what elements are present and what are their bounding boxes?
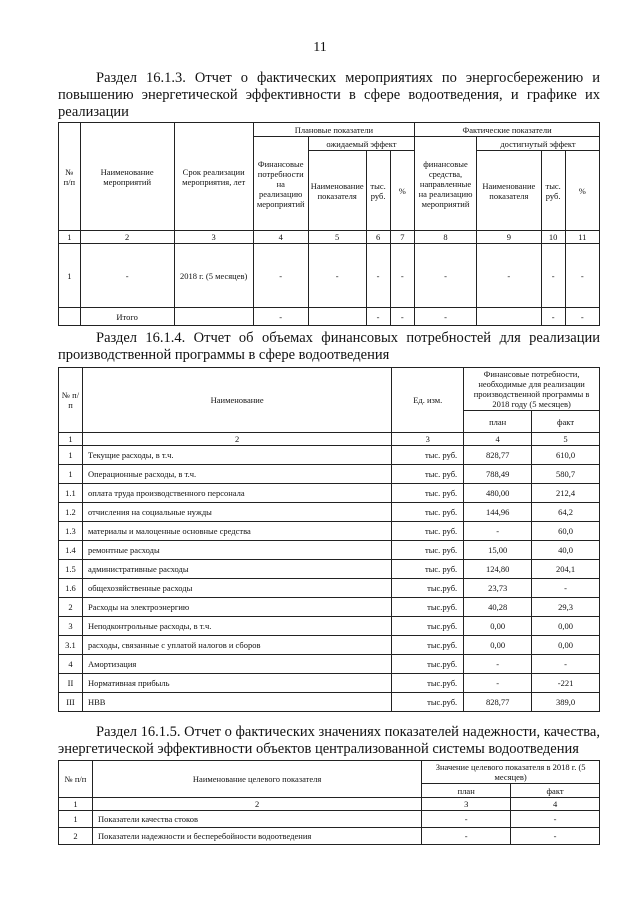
header-thous: тыс. руб. xyxy=(366,151,390,231)
column-numbers-row xyxy=(59,231,600,244)
cell: Расходы на электроэнергию xyxy=(82,598,391,617)
cell: Показатели надежности и бесперебойности водоотведения xyxy=(92,828,421,845)
cell: 29,3 xyxy=(532,598,600,617)
cell: тыс.руб. xyxy=(392,674,464,693)
cell: - xyxy=(390,244,415,308)
cell: 1.3 xyxy=(59,522,83,541)
table-row xyxy=(59,522,600,541)
col-num: 4 xyxy=(511,798,600,811)
table-row xyxy=(59,446,600,465)
header-achieved: достигнутый эффект xyxy=(476,137,599,151)
cell xyxy=(476,308,541,326)
col-num: 10 xyxy=(541,231,565,244)
cell: 124,80 xyxy=(464,560,532,579)
cell: тыс. руб. xyxy=(392,560,464,579)
table-row xyxy=(59,636,600,655)
col-num: 4 xyxy=(253,231,308,244)
column-numbers-row xyxy=(59,798,600,811)
page-number: 11 xyxy=(313,40,327,55)
cell: 1 xyxy=(59,465,83,484)
cell: расходы, связанные с уплатой налогов и сборов xyxy=(82,636,391,655)
cell: - xyxy=(565,308,599,326)
cell: тыс.руб. xyxy=(392,636,464,655)
cell: 23,73 xyxy=(464,579,532,598)
cell: -221 xyxy=(532,674,600,693)
section-1613-heading xyxy=(58,70,600,121)
cell: 3 xyxy=(59,617,83,636)
cell: 204,1 xyxy=(532,560,600,579)
col-num: 1 xyxy=(59,231,81,244)
table-row xyxy=(59,560,600,579)
col-num: 5 xyxy=(532,433,600,446)
cell: - xyxy=(415,308,477,326)
col-num: 4 xyxy=(464,433,532,446)
cell: - xyxy=(464,522,532,541)
section-1615-heading xyxy=(58,724,600,758)
heading-line: повышению энергетической эффективности в сфере водоотведения, и графике их xyxy=(58,87,600,103)
col-num: 3 xyxy=(174,231,253,244)
cell: тыс. руб. xyxy=(392,446,464,465)
header-indicator: Наименование показателя xyxy=(476,151,541,231)
cell: Показатели качества стоков xyxy=(92,811,421,828)
cell: 828,77 xyxy=(464,446,532,465)
table-row xyxy=(59,484,600,503)
cell: 0,00 xyxy=(464,636,532,655)
header-pct: % xyxy=(390,151,415,231)
cell: 2018 г. (5 месяцев) xyxy=(174,244,253,308)
cell: 1.4 xyxy=(59,541,83,560)
cell: - xyxy=(422,828,511,845)
cell: 60,0 xyxy=(532,522,600,541)
cell: - xyxy=(253,308,308,326)
cell: 1 xyxy=(59,811,93,828)
column-numbers-row xyxy=(59,433,600,446)
header-fact: факт xyxy=(532,411,600,433)
col-num: 3 xyxy=(422,798,511,811)
total-label: Итого xyxy=(80,308,174,326)
table-row xyxy=(59,655,600,674)
col-num: 11 xyxy=(565,231,599,244)
cell: Неподконтрольные расходы, в т.ч. xyxy=(82,617,391,636)
cell: тыс. руб. xyxy=(392,522,464,541)
cell: тыс.руб. xyxy=(392,617,464,636)
cell: 1.5 xyxy=(59,560,83,579)
header-no: № п/п xyxy=(59,123,81,231)
cell: НВВ xyxy=(82,693,391,712)
cell: - xyxy=(532,655,600,674)
cell: ремонтные расходы xyxy=(82,541,391,560)
cell: - xyxy=(366,308,390,326)
table-row xyxy=(59,811,600,828)
cell: 212,4 xyxy=(532,484,600,503)
table-row xyxy=(59,579,600,598)
header-name: Наименование xyxy=(82,368,391,433)
col-num: 2 xyxy=(92,798,421,811)
col-num: 5 xyxy=(308,231,366,244)
cell: тыс.руб. xyxy=(392,655,464,674)
cell: тыс. руб. xyxy=(392,484,464,503)
col-num: 2 xyxy=(82,433,391,446)
target-indicators-table xyxy=(58,760,600,845)
header-plan: план xyxy=(464,411,532,433)
cell xyxy=(308,308,366,326)
header-indicator: Наименование показателя xyxy=(308,151,366,231)
cell: - xyxy=(541,308,565,326)
cell: тыс. руб. xyxy=(392,465,464,484)
cell: 15,00 xyxy=(464,541,532,560)
cell: 40,0 xyxy=(532,541,600,560)
col-num: 9 xyxy=(476,231,541,244)
cell: 0,00 xyxy=(532,617,600,636)
cell: 144,96 xyxy=(464,503,532,522)
cell: - xyxy=(565,244,599,308)
cell: - xyxy=(464,674,532,693)
cell: 1.1 xyxy=(59,484,83,503)
header-no: № п/п xyxy=(59,761,93,798)
table-row xyxy=(59,465,600,484)
cell: - xyxy=(511,811,600,828)
table-row xyxy=(59,244,600,308)
cell: III xyxy=(59,693,83,712)
cell: 1 xyxy=(59,446,83,465)
cell: II xyxy=(59,674,83,693)
header-fin-fact: финансовые средства, направленные на реализацию мероприятий xyxy=(415,137,477,231)
cell: оплата труда производственного персонала xyxy=(82,484,391,503)
cell: - xyxy=(415,244,477,308)
cell: общехозяйственные расходы xyxy=(82,579,391,598)
cell: - xyxy=(253,244,308,308)
header-plan: план xyxy=(422,784,511,798)
cell: материалы и малоценные основные средства xyxy=(82,522,391,541)
energy-saving-table xyxy=(58,122,600,326)
cell: тыс. руб. xyxy=(392,503,464,522)
col-num: 3 xyxy=(392,433,464,446)
cell: 480,00 xyxy=(464,484,532,503)
heading-line: реализации xyxy=(58,104,129,120)
table-row xyxy=(59,828,600,845)
section-1614-heading xyxy=(58,330,600,364)
header-plan: Плановые показатели xyxy=(253,123,414,137)
cell: - xyxy=(476,244,541,308)
header-expected: ожидаемый эффект xyxy=(308,137,414,151)
cell: 1.2 xyxy=(59,503,83,522)
cell: тыс.руб. xyxy=(392,693,464,712)
heading-line: Раздел 16.1.5. Отчет о фактических значениях показателей надежности, качества, xyxy=(96,724,600,740)
header-pct: % xyxy=(565,151,599,231)
col-num: 2 xyxy=(80,231,174,244)
cell: 64,2 xyxy=(532,503,600,522)
total-row xyxy=(59,308,600,326)
cell: Амортизация xyxy=(82,655,391,674)
cell: тыс.руб. xyxy=(392,598,464,617)
heading-line: Раздел 16.1.4. Отчет об объемах финансовых потребностей для реализации xyxy=(96,330,600,346)
cell xyxy=(59,308,81,326)
table-row xyxy=(59,503,600,522)
col-num: 1 xyxy=(59,433,83,446)
cell: административные расходы xyxy=(82,560,391,579)
col-num: 7 xyxy=(390,231,415,244)
header-name: Наименование целевого показателя xyxy=(92,761,421,798)
cell: Операционные расходы, в т.ч. xyxy=(82,465,391,484)
heading-line: Раздел 16.1.3. Отчет о фактических мероприятиях по энергосбережению и xyxy=(96,70,600,86)
table-row xyxy=(59,693,600,712)
table-row xyxy=(59,617,600,636)
cell: 610,0 xyxy=(532,446,600,465)
cell: Текущие расходы, в т.ч. xyxy=(82,446,391,465)
cell xyxy=(174,308,253,326)
header-no: № п/п xyxy=(59,368,83,433)
table-row xyxy=(59,598,600,617)
cell: 2 xyxy=(59,828,93,845)
cell: 40,28 xyxy=(464,598,532,617)
cell: - xyxy=(366,244,390,308)
cell: - xyxy=(308,244,366,308)
cell: 3.1 xyxy=(59,636,83,655)
cell: 580,7 xyxy=(532,465,600,484)
heading-line: энергетической эффективности объектов централизованной системы водоотведения xyxy=(58,741,579,757)
cell: - xyxy=(532,579,600,598)
col-num: 6 xyxy=(366,231,390,244)
cell: - xyxy=(511,828,600,845)
header-value: Значение целевого показателя в 2018 г. (5 месяцев) xyxy=(422,761,600,784)
cell: отчисления на социальные нужды xyxy=(82,503,391,522)
cell: 1 xyxy=(59,244,81,308)
cell: 389,0 xyxy=(532,693,600,712)
cell: - xyxy=(464,655,532,674)
col-num: 8 xyxy=(415,231,477,244)
header-fact: факт xyxy=(511,784,600,798)
header-fact: Фактические показатели xyxy=(415,123,600,137)
col-num: 1 xyxy=(59,798,93,811)
cell: тыс.руб. xyxy=(392,579,464,598)
cell: 828,77 xyxy=(464,693,532,712)
cell: Нормативная прибыль xyxy=(82,674,391,693)
cell: - xyxy=(541,244,565,308)
cell: - xyxy=(390,308,415,326)
header-term: Срок реализации мероприятия, лет xyxy=(174,123,253,231)
cell: 1.6 xyxy=(59,579,83,598)
header-fin-needs: Финансовые потребности, необходимые для реализации производственной программы в 2018 году (5 месяцев) xyxy=(464,368,600,411)
cell: - xyxy=(80,244,174,308)
cell: 4 xyxy=(59,655,83,674)
cell: тыс. руб. xyxy=(392,541,464,560)
cell: 0,00 xyxy=(464,617,532,636)
table-row xyxy=(59,674,600,693)
table-row xyxy=(59,541,600,560)
cell: 788,49 xyxy=(464,465,532,484)
header-unit: Ед. изм. xyxy=(392,368,464,433)
header-fin-plan: Финансовые потребности на реализацию мероприятий xyxy=(253,137,308,231)
cell: 0,00 xyxy=(532,636,600,655)
cell: - xyxy=(422,811,511,828)
header-name: Наименование мероприятий xyxy=(80,123,174,231)
cell: 2 xyxy=(59,598,83,617)
financial-needs-table xyxy=(58,367,600,712)
header-thous: тыс. руб. xyxy=(541,151,565,231)
heading-line: производственной программы в сфере водоотведения xyxy=(58,347,390,363)
